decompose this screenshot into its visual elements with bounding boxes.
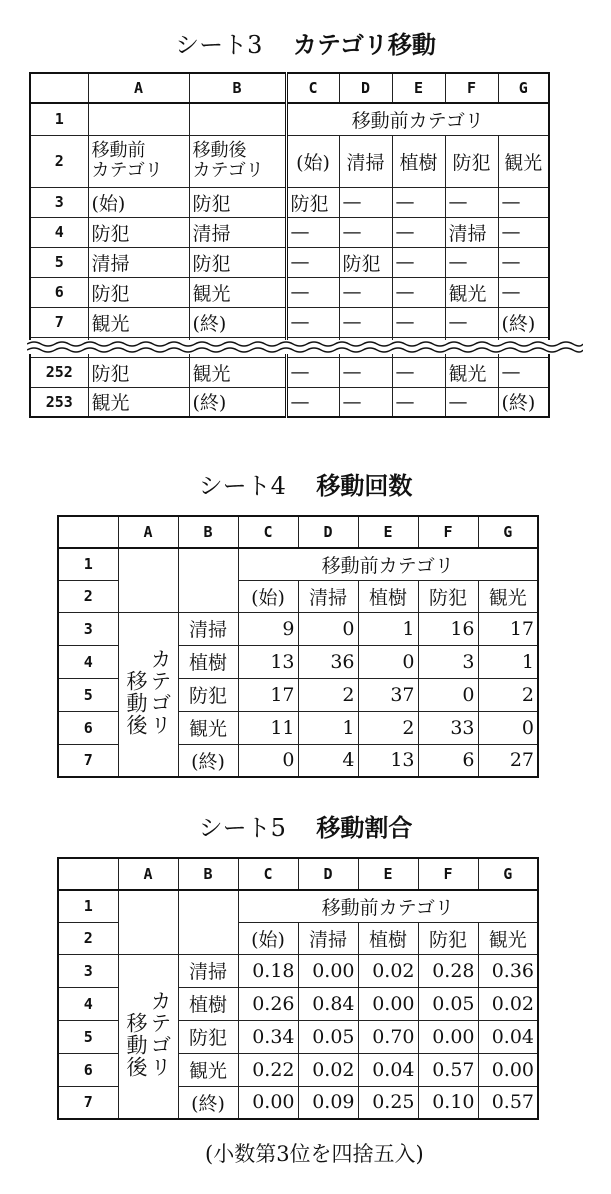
rounding-note: (小数第3位を四捨五入) (205, 1142, 424, 1166)
col-header-c: C (286, 73, 339, 103)
table-row: 253 観光 (終) — — — — (終) (30, 387, 549, 417)
table-row: 7 観光 (終) — — — — (終) (30, 307, 549, 337)
table-row: 4 植樹 0.26 0.84 0.00 0.05 0.02 (58, 987, 538, 1020)
table-row: 6 観光 0.22 0.02 0.04 0.57 0.00 (58, 1053, 538, 1086)
merged-header: 移動前カテゴリ (238, 890, 538, 922)
col-header-a: A (88, 73, 189, 103)
category-header: 観光 (478, 580, 538, 612)
table-row: 4 防犯 清掃 — — — 清掃 — (30, 217, 549, 247)
col-header-e: E (392, 73, 445, 103)
table-row: 5 防犯 0.34 0.05 0.70 0.00 0.04 (58, 1020, 538, 1053)
col-header-b: B (178, 516, 238, 548)
row-number: 2 (30, 135, 88, 187)
break-wave-icon (27, 340, 583, 354)
header-cell-b2: 移動後 カテゴリ (189, 135, 286, 187)
table-row: 7 (終) 0.00 0.09 0.25 0.10 0.57 (58, 1086, 538, 1119)
table-row: 3 移動後カテゴリ 清掃 9 0 1 16 17 (58, 612, 538, 645)
col-header-e: E (358, 516, 418, 548)
sheet3-table (29, 72, 550, 418)
table-row: 3 移動後カテゴリ 清掃 0.18 0.00 0.02 0.28 0.36 (58, 954, 538, 987)
col-header-g: G (478, 858, 538, 890)
vertical-label: 移動後カテゴリ (118, 612, 178, 777)
category-header: 防犯 (418, 922, 478, 954)
merged-header: 移動前カテゴリ (238, 548, 538, 580)
category-header: 観光 (478, 922, 538, 954)
col-header-f: F (445, 73, 498, 103)
col-header-f: F (418, 516, 478, 548)
table-row: 252 防犯 観光 — — — 観光 — (30, 357, 549, 387)
col-header-g: G (498, 73, 549, 103)
col-header-g: G (478, 516, 538, 548)
table-row: 7 (終) 0 4 13 6 27 (58, 744, 538, 777)
table-row: 4 植樹 13 36 0 3 1 (58, 645, 538, 678)
vertical-label: 移動後カテゴリ (118, 954, 178, 1119)
col-header-b: B (178, 858, 238, 890)
table-row: 3 (始) 防犯 防犯 — — — — (30, 187, 549, 217)
col-header-e: E (358, 858, 418, 890)
col-header-d: D (298, 858, 358, 890)
category-header: 清掃 (298, 580, 358, 612)
table-row: 5 防犯 17 2 37 0 2 (58, 678, 538, 711)
header-cell-a2: 移動前 カテゴリ (88, 135, 189, 187)
sheet4-table: A B C D E F G 1 移動前カテゴリ 2 (始) 清掃 植樹 防犯 観光 3 移動後カテゴリ 清掃 9 0 1 16 17 4 植樹 13 36 0 3 1 5 防犯 17 2 37 0 2 6 観光 11 1 2 33 0 7 (終) 0 4 13 6 27 (57, 515, 539, 778)
col-header-d: D (298, 516, 358, 548)
col-header-b: B (189, 73, 286, 103)
category-header: (始) (286, 135, 339, 187)
table-row: 6 防犯 観光 — — — 観光 — (30, 277, 549, 307)
category-header: 植樹 (358, 580, 418, 612)
column-header-row (30, 73, 549, 103)
sheet5-title: シート5 移動割合 (198, 814, 413, 842)
col-header-f: F (418, 858, 478, 890)
col-header-c: C (238, 858, 298, 890)
category-header: 防犯 (418, 580, 478, 612)
col-header-d: D (339, 73, 392, 103)
category-header: (始) (238, 580, 298, 612)
col-header-c: C (238, 516, 298, 548)
category-header: 植樹 (358, 922, 418, 954)
sheet5-table: A B C D E F G 1 移動前カテゴリ 2 (始) 清掃 植樹 防犯 観光 3 移動後カテゴリ 清掃 0.18 0.00 0.02 0.28 0.36 4 植樹 0.26 0.84 0.00 0.05 0.02 5 防犯 0.34 0.05 0.70 0.00 0.04 6 観光 0.22 0.02 0.04 0.57 0.00 7 (終) 0.00 0.09 0.25 0.10 0.57 (57, 857, 539, 1120)
sheet3-title: シート3 カテゴリ移動 (175, 31, 436, 59)
category-header: 防犯 (445, 135, 498, 187)
category-header: 清掃 (339, 135, 392, 187)
category-header: 植樹 (392, 135, 445, 187)
category-header: 清掃 (298, 922, 358, 954)
table-row: 6 観光 11 1 2 33 0 (58, 711, 538, 744)
col-header-a: A (118, 858, 178, 890)
sheet4-title: シート4 移動回数 (198, 472, 413, 500)
col-header-a: A (118, 516, 178, 548)
row-number: 1 (30, 103, 88, 135)
table-row: 5 清掃 防犯 — 防犯 — — — (30, 247, 549, 277)
category-header: (始) (238, 922, 298, 954)
category-header: 観光 (498, 135, 549, 187)
merged-header: 移動前カテゴリ (286, 103, 549, 135)
